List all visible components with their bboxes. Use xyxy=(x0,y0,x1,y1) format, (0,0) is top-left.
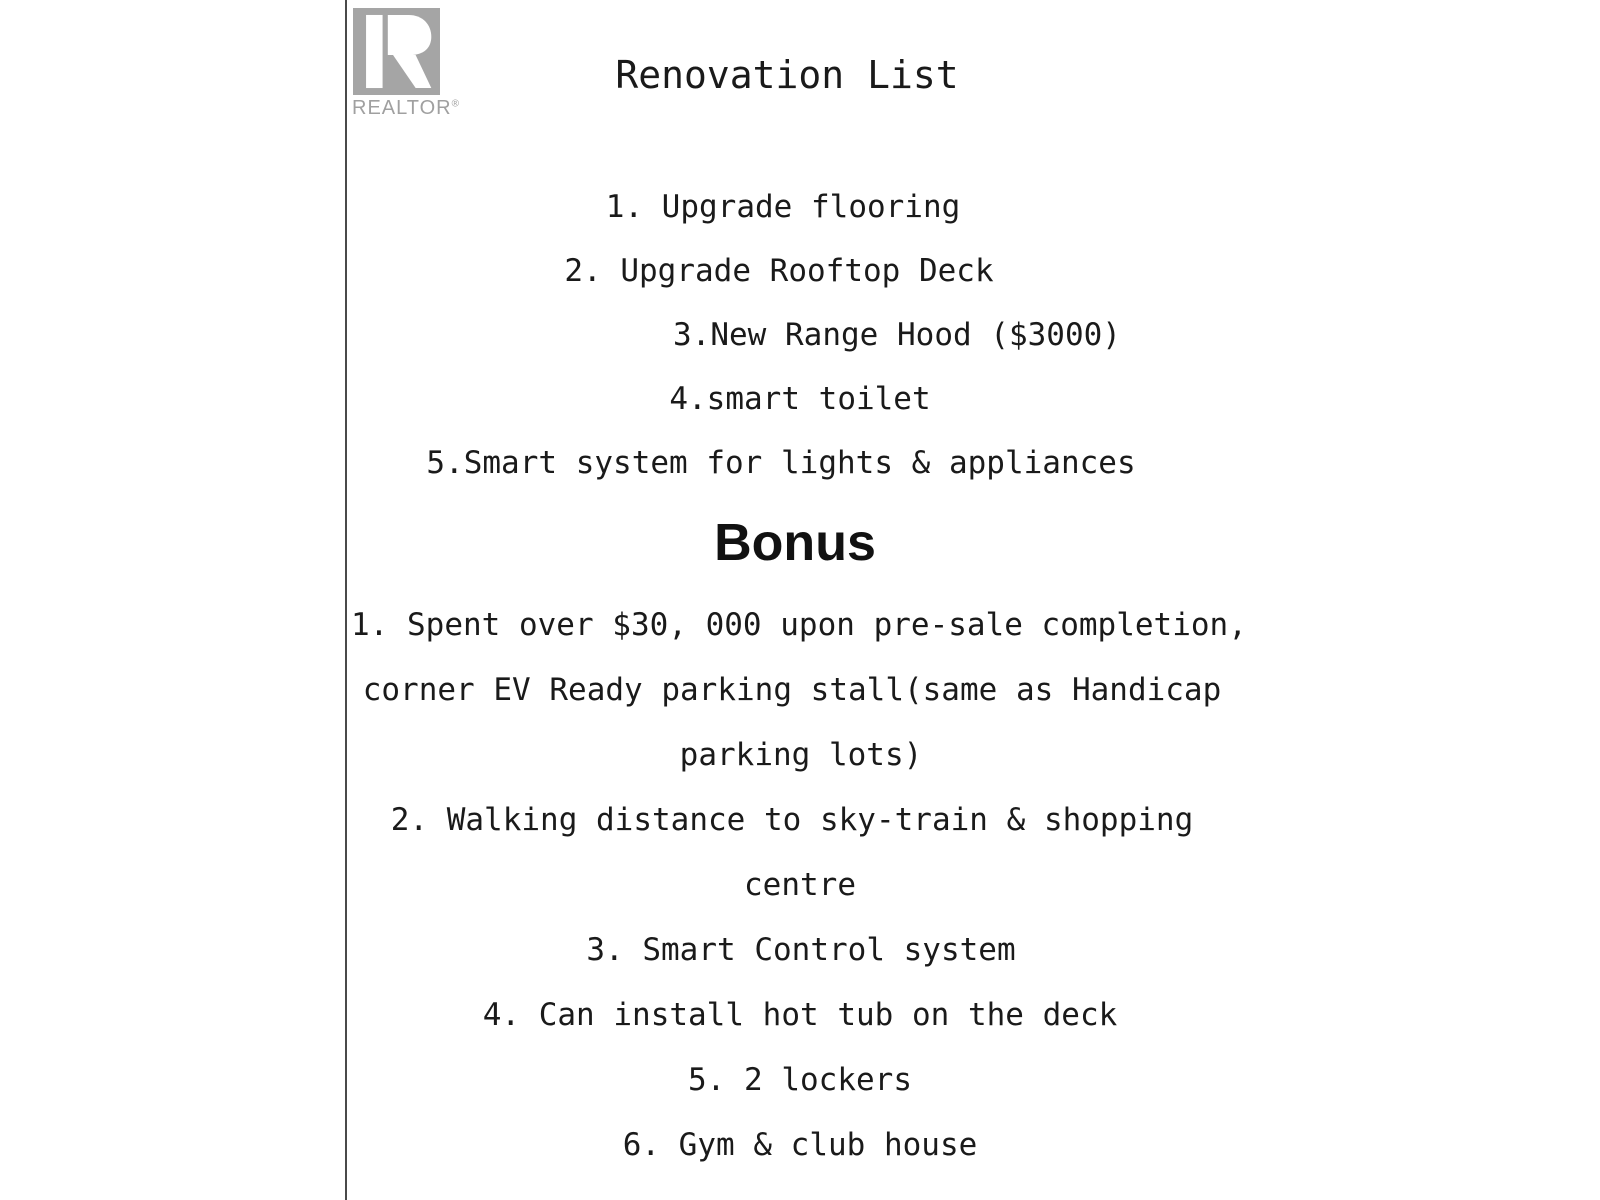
page-title: Renovation List xyxy=(615,53,959,97)
bonus-list-line: centre xyxy=(744,867,856,903)
renovation-list-item: 4.smart toilet xyxy=(669,381,931,417)
bonus-list-line: 3. Smart Control system xyxy=(586,932,1016,968)
bonus-list-line: 2. Walking distance to sky-train & shopping xyxy=(390,802,1194,838)
bonus-list-line: 6. Gym & club house xyxy=(622,1127,978,1163)
bonus-list-line: 4. Can install hot tub on the deck xyxy=(482,997,1118,1033)
renovation-list-item: 3.New Range Hood ($3000) xyxy=(673,317,1121,353)
bonus-heading: Bonus xyxy=(714,514,876,572)
bonus-list-line: 1. Spent over $30, 000 upon pre-sale completion, xyxy=(351,607,1247,643)
renovation-list-item: 2. Upgrade Rooftop Deck xyxy=(564,253,994,289)
bonus-list-line: corner EV Ready parking stall(same as Handicap xyxy=(362,672,1222,708)
bonus-list-line: 5. 2 lockers xyxy=(688,1062,912,1098)
registered-mark: ® xyxy=(451,98,459,110)
bonus-list xyxy=(347,593,1247,1178)
renovation-list xyxy=(347,175,1237,495)
realtor-wordmark: REALTOR xyxy=(352,97,452,119)
bonus-list-line: parking lots) xyxy=(679,737,923,773)
renovation-list-item: 1. Upgrade flooring xyxy=(605,189,961,225)
renovation-list-item: 5.Smart system for lights & appliances xyxy=(426,445,1136,481)
